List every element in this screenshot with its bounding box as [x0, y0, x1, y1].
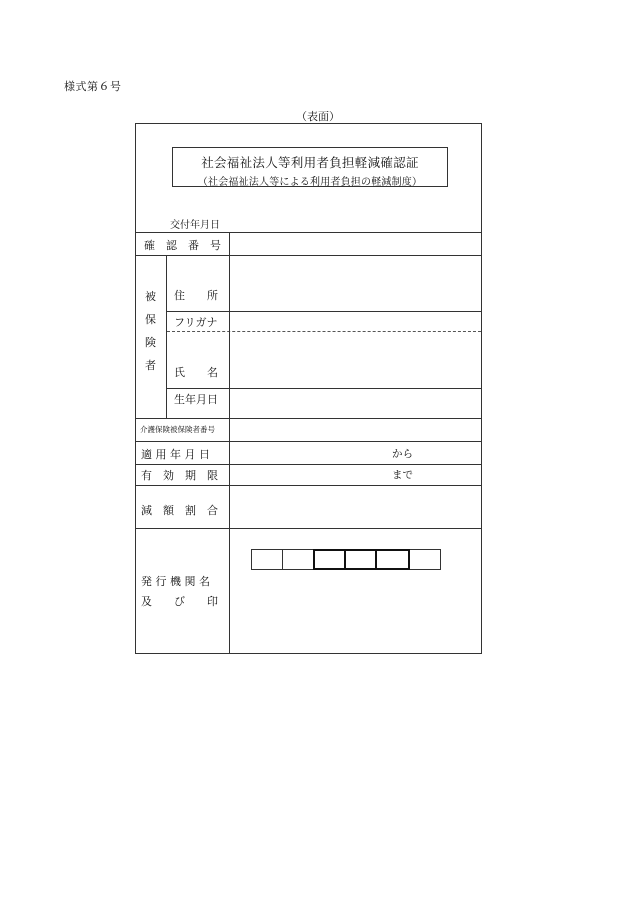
divider: [136, 441, 481, 442]
insured-char-2: 保: [145, 313, 156, 326]
insured-char-1: 被: [145, 290, 156, 303]
divider: [167, 388, 481, 389]
insured-column-divider: [166, 255, 167, 418]
confirmation-card: [135, 123, 482, 654]
address-label: 住 所: [174, 289, 218, 302]
card-subtitle: （社会福祉法人等による利用者負担の軽減制度）: [197, 177, 423, 188]
form-number: 様式第６号: [64, 80, 122, 93]
divider-top: [136, 232, 481, 233]
divider: [136, 528, 481, 529]
issue-date-label: 交付年月日: [170, 220, 220, 231]
confirmation-number-label: 確 認 番 号: [144, 239, 221, 252]
divider: [136, 464, 481, 465]
care-insurance-number-label: 介護保険被保険者番号: [140, 425, 215, 434]
stamp-boxes: [251, 549, 440, 570]
stamp-cell-highlighted: [375, 549, 410, 570]
insured-char-3: 険: [145, 336, 156, 349]
stamp-cell: [282, 549, 314, 570]
insured-char-4: 者: [145, 359, 156, 372]
applicable-suffix: から: [392, 448, 413, 460]
birth-date-label: 生年月日: [174, 393, 218, 406]
stamp-cell-highlighted: [344, 549, 377, 570]
divider: [136, 485, 481, 486]
card-title: 社会福祉法人等利用者負担軽減確認証: [201, 155, 419, 170]
validity-suffix: まで: [392, 469, 413, 481]
issuer-label-line1: 発 行 機 関 名: [141, 575, 210, 588]
divider: [136, 418, 481, 419]
reduction-rate-label: 減 額 割 合: [141, 504, 218, 517]
stamp-cell: [409, 549, 441, 570]
issuer-label-line2: 及 び 印: [141, 595, 218, 608]
divider: [136, 255, 481, 256]
face-label: （表面）: [296, 110, 340, 123]
validity-period-label: 有 効 期 限: [141, 469, 218, 482]
applicable-date-label: 適 用 年 月 日: [141, 448, 210, 461]
dashed-divider: [167, 331, 481, 332]
name-label: 氏 名: [174, 366, 218, 379]
stamp-cell: [251, 549, 283, 570]
divider: [167, 311, 481, 312]
furigana-label: フリガナ: [174, 316, 218, 329]
stamp-cell-highlighted: [313, 549, 346, 570]
label-column-divider: [229, 232, 230, 653]
title-box: [172, 147, 448, 187]
